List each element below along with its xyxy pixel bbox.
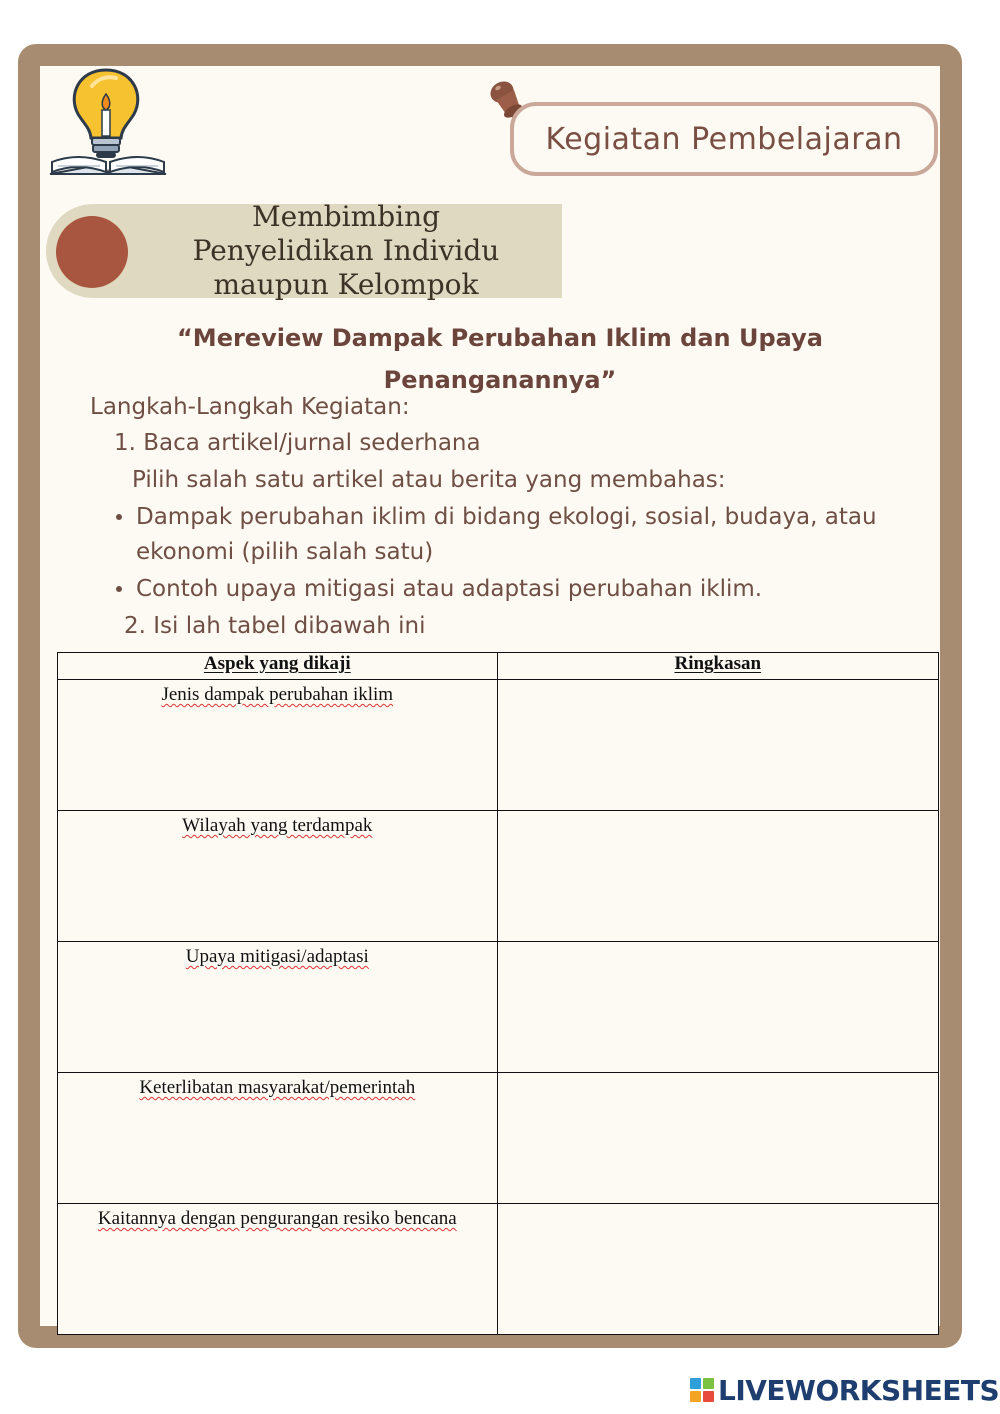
liveworksheets-logo[interactable]	[690, 1372, 999, 1408]
aspect-cell: Jenis dampak perubahan iklim	[58, 680, 498, 811]
summary-answer-cell[interactable]	[497, 942, 938, 1073]
logo-mark-icon	[690, 1378, 714, 1402]
main-heading-line: Penanganannya”	[383, 366, 617, 394]
logo-text: LIVEWORKSHEETS	[718, 1373, 1000, 1407]
summary-answer-cell[interactable]	[497, 680, 938, 811]
bullet-2-text: Contoh upaya mitigasi atau adaptasi perubahan iklim.	[136, 576, 763, 602]
aspect-cell: Keterlibatan masyarakat/pemerintah	[58, 1073, 498, 1204]
section-marker-dot	[56, 216, 128, 288]
table-header-aspect: Aspek yang dikaji	[58, 653, 498, 680]
table-header-summary: Ringkasan	[497, 653, 938, 680]
lightbulb-book-icon	[44, 66, 172, 186]
section-title-line: Membimbing	[251, 200, 441, 233]
section-title-line: Penyelidikan Individu	[192, 234, 500, 267]
table-row	[58, 680, 939, 811]
review-table	[57, 652, 939, 1335]
summary-answer-cell[interactable]	[497, 811, 938, 942]
table-row	[58, 1073, 939, 1204]
table-row	[58, 942, 939, 1073]
step-1-text: 1. Baca artikel/jurnal sederhana	[114, 430, 481, 456]
aspect-cell: Upaya mitigasi/adaptasi	[58, 942, 498, 1073]
steps-intro: Langkah-Langkah Kegiatan:	[90, 394, 410, 420]
table-row	[58, 811, 939, 942]
aspect-cell: Wilayah yang terdampak	[58, 811, 498, 942]
bullet-dot	[116, 586, 122, 592]
main-heading	[130, 317, 870, 401]
step-2-text: 2. Isi lah tabel dibawah ini	[124, 613, 426, 639]
section-title-line: maupun Kelompok	[213, 268, 479, 301]
aspect-cell: Kaitannya dengan pengurangan resiko bencana	[58, 1204, 498, 1335]
summary-answer-cell[interactable]	[497, 1204, 938, 1335]
table-row	[58, 1204, 939, 1335]
summary-answer-cell[interactable]	[497, 1073, 938, 1204]
bullet-1-line-2: ekonomi (pilih salah satu)	[136, 539, 434, 565]
bullet-dot	[116, 514, 122, 520]
section-title	[150, 200, 542, 302]
table-header-row	[58, 653, 939, 680]
step-1-note: Pilih salah satu artikel atau berita yang membahas:	[132, 467, 726, 493]
main-heading-line: “Mereview Dampak Perubahan Iklim dan Upaya	[177, 324, 823, 352]
activity-title-label: Kegiatan Pembelajaran	[510, 102, 938, 176]
bullet-1-line-1: Dampak perubahan iklim di bidang ekologi, sosial, budaya, atau	[136, 504, 877, 530]
